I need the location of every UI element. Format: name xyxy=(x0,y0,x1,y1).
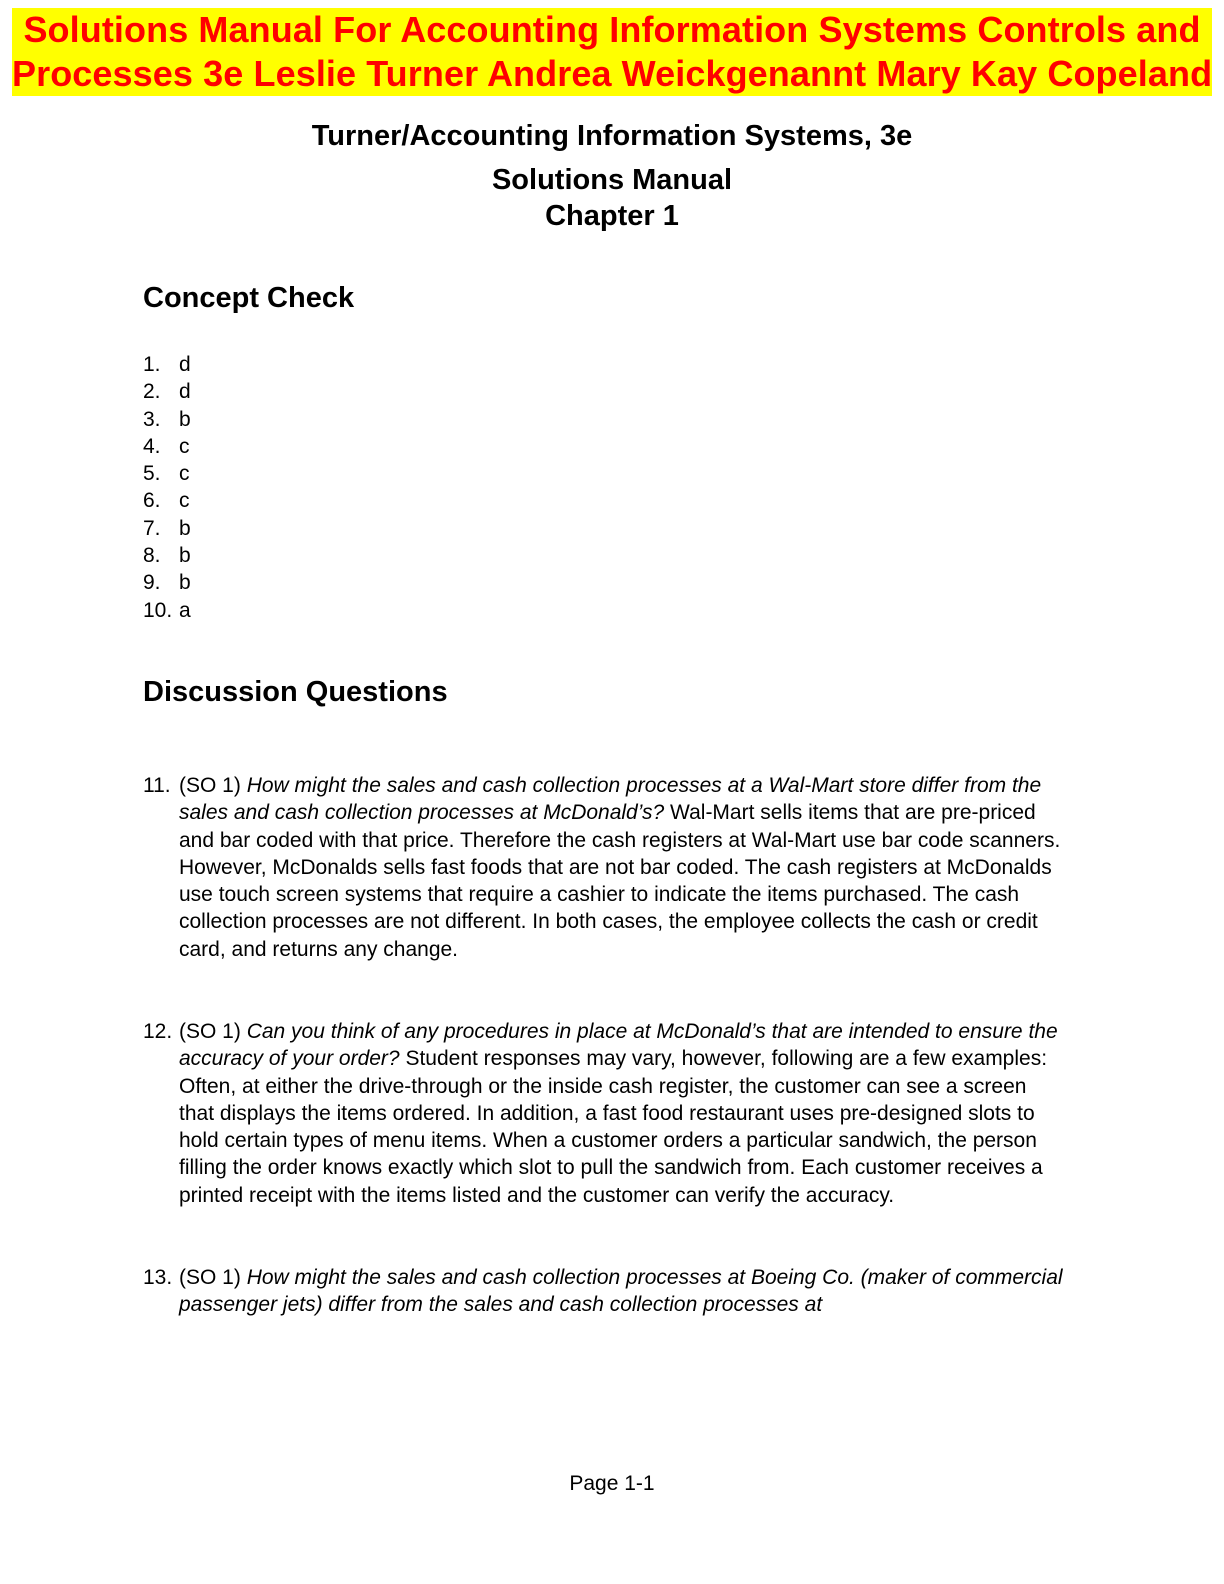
answer-number: 5. xyxy=(143,462,161,486)
discussion-questions-heading: Discussion Questions xyxy=(143,676,448,708)
answer-item xyxy=(143,569,191,596)
answer-letter: b xyxy=(179,407,191,431)
answer-letter: c xyxy=(179,462,190,486)
answer-number: 9. xyxy=(143,571,161,595)
page-number: Page 1-1 xyxy=(569,1472,655,1495)
answer-number: 8. xyxy=(143,544,161,568)
question-prompt: How might the sales and cash collection processes at a Wal-Mart store differ from the sales and cash collection processes at McDonald’s? xyxy=(179,774,1042,825)
question-tag: (SO 1) xyxy=(179,1266,247,1289)
answer-item xyxy=(143,597,191,624)
answer-letter: c xyxy=(179,434,190,458)
manual-title: Solutions Manual xyxy=(491,164,733,196)
question-body xyxy=(179,1018,1063,1209)
answer-letter: b xyxy=(179,571,191,595)
discussion-question xyxy=(143,1264,1063,1319)
question-number: 11. xyxy=(143,774,171,797)
book-title: Turner/Accounting Information Systems, 3e xyxy=(311,120,913,152)
answer-number: 1. xyxy=(143,353,161,376)
question-tag: (SO 1) xyxy=(179,774,247,797)
answer-letter: b xyxy=(179,544,191,568)
answer-item xyxy=(143,515,191,542)
question-number: 13. xyxy=(143,1266,173,1289)
question-body xyxy=(179,772,1063,963)
banner-line-2: Processes 3e Leslie Turner Andrea Weickgenannt Mary Kay Copeland xyxy=(12,53,1213,94)
answer-number: 4. xyxy=(143,434,161,458)
answer-letter: d xyxy=(179,380,191,404)
answer-item xyxy=(143,487,191,514)
answer-letter: a xyxy=(179,598,191,622)
answer-item xyxy=(143,460,191,487)
question-tag: (SO 1) xyxy=(179,1020,247,1043)
question-answer: Student responses may vary, however, following are a few examples: Often, at either the drive-through or the inside cash register, the customer can see a screen that displays the items ordered. In addition, a fast food restaurant uses pre-designed slots to hold certain types of menu items. When a customer orders a particular sandwich, the person filling the order knows exactly which slot to pull the sandwich from. Each customer receives a printed receipt with the items listed and the customer can verify the accuracy. xyxy=(179,1047,1048,1207)
answer-item xyxy=(143,542,191,569)
answer-number: 10. xyxy=(143,598,173,622)
answer-number: 3. xyxy=(143,407,161,431)
answer-item xyxy=(143,378,191,405)
question-number: 12. xyxy=(143,1020,173,1043)
answer-item xyxy=(143,351,191,378)
concept-check-heading: Concept Check xyxy=(143,282,355,314)
banner-line-1: Solutions Manual For Accounting Information Systems Controls and xyxy=(23,9,1201,50)
question-prompt: How might the sales and cash collection processes at Boeing Co. (maker of commercial passenger jets) differ from the sales and cash collection processes at xyxy=(179,1266,1063,1317)
answer-number: 7. xyxy=(143,516,161,540)
answer-letter: b xyxy=(179,516,191,540)
discussion-question xyxy=(143,772,1063,963)
answer-item xyxy=(143,406,191,433)
answer-number: 2. xyxy=(143,380,161,404)
answer-item xyxy=(143,433,191,460)
concept-check-answer-list xyxy=(143,351,191,624)
discussion-question xyxy=(143,1018,1063,1209)
question-body xyxy=(179,1264,1063,1319)
question-prompt: Can you think of any procedures in place at McDonald’s that are intended to ensure the accuracy of your order? xyxy=(179,1020,1058,1071)
chapter-title: Chapter 1 xyxy=(545,200,679,232)
answer-number: 6. xyxy=(143,489,161,513)
title-banner xyxy=(12,8,1212,96)
question-answer: Wal-Mart sells items that are pre-priced and bar coded with that price. Therefore the cash registers at Wal-Mart use bar code scanners. However, McDonalds sells fast foods that are not bar coded. The cash registers at McDonalds use touch screen systems that require a cashier to indicate the items purchased. The cash collection processes are not different. In both cases, the employee collects the cash or credit card, and returns any change. xyxy=(179,801,1061,961)
answer-letter: c xyxy=(179,489,190,513)
answer-letter: d xyxy=(179,353,191,376)
